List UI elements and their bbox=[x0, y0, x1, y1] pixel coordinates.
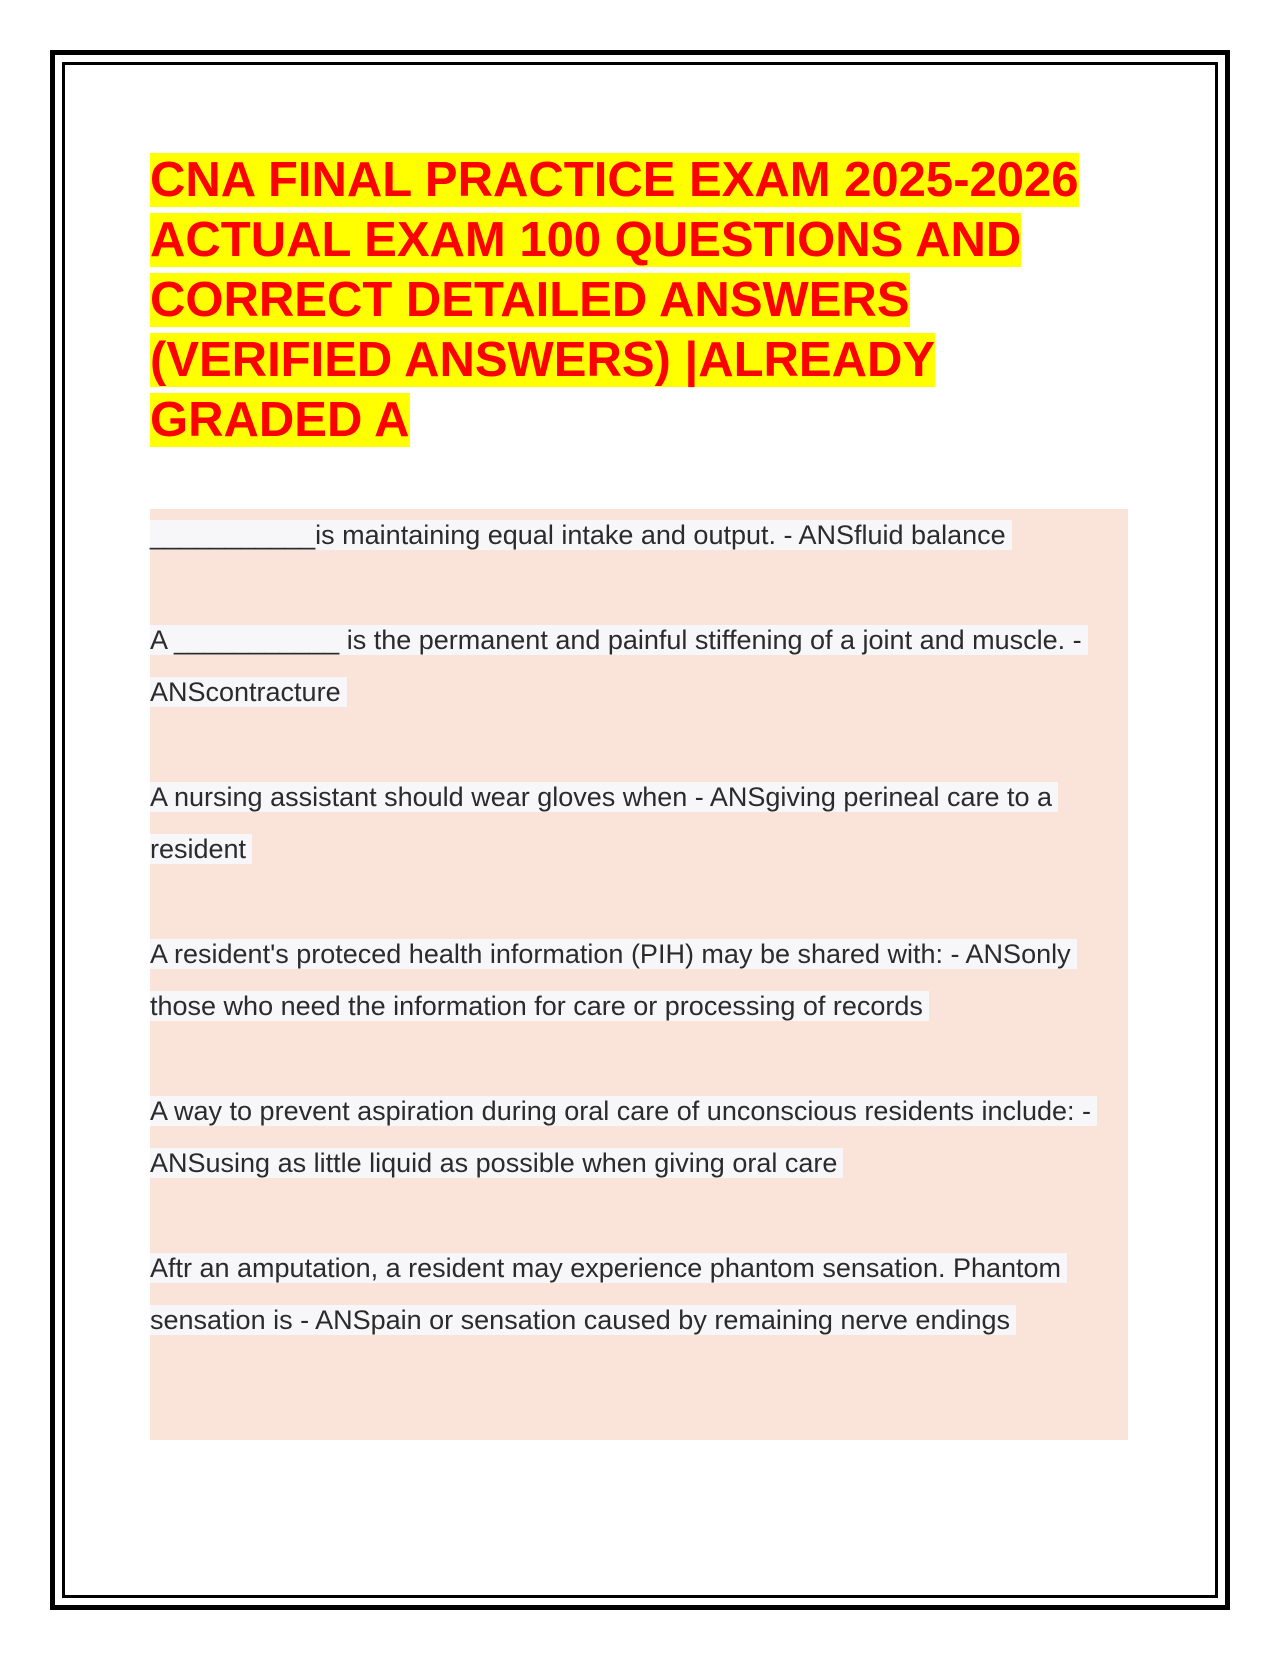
qa-item-text: A way to prevent aspiration during oral care of unconscious residents include: - ANSusing as little liquid as possible when giving oral care bbox=[150, 1096, 1097, 1179]
qa-item-text: Aftr an amputation, a resident may experience phantom sensation. Phantom sensation is - ANSpain or sensation caused by remaining nerve endings bbox=[150, 1253, 1067, 1336]
qa-item-text: A nursing assistant should wear gloves when - ANSgiving perineal care to a resident bbox=[150, 782, 1058, 865]
qa-item bbox=[150, 509, 1120, 562]
document-title-text: CNA FINAL PRACTICE EXAM 2025-2026 ACTUAL EXAM 100 QUESTIONS AND CORRECT DETAILED ANSWERS (VERIFIED ANSWERS) |ALREADY GRADED A bbox=[150, 153, 1079, 447]
qa-item-text: ___________is maintaining equal intake and output. - ANSfluid balance bbox=[150, 520, 1012, 550]
qa-list bbox=[150, 509, 1128, 1440]
qa-item-text: A ___________ is the permanent and painful stiffening of a joint and muscle. - ANScontracture bbox=[150, 625, 1088, 708]
qa-item bbox=[150, 771, 1120, 876]
qa-item bbox=[150, 928, 1120, 1033]
document-title bbox=[150, 150, 1090, 450]
qa-item-text: A resident's proteced health information (PIH) may be shared with: - ANSonly those who need the information for care or processing of records bbox=[150, 939, 1077, 1022]
qa-item bbox=[150, 1085, 1120, 1190]
qa-item bbox=[150, 614, 1120, 719]
qa-item bbox=[150, 1242, 1120, 1347]
